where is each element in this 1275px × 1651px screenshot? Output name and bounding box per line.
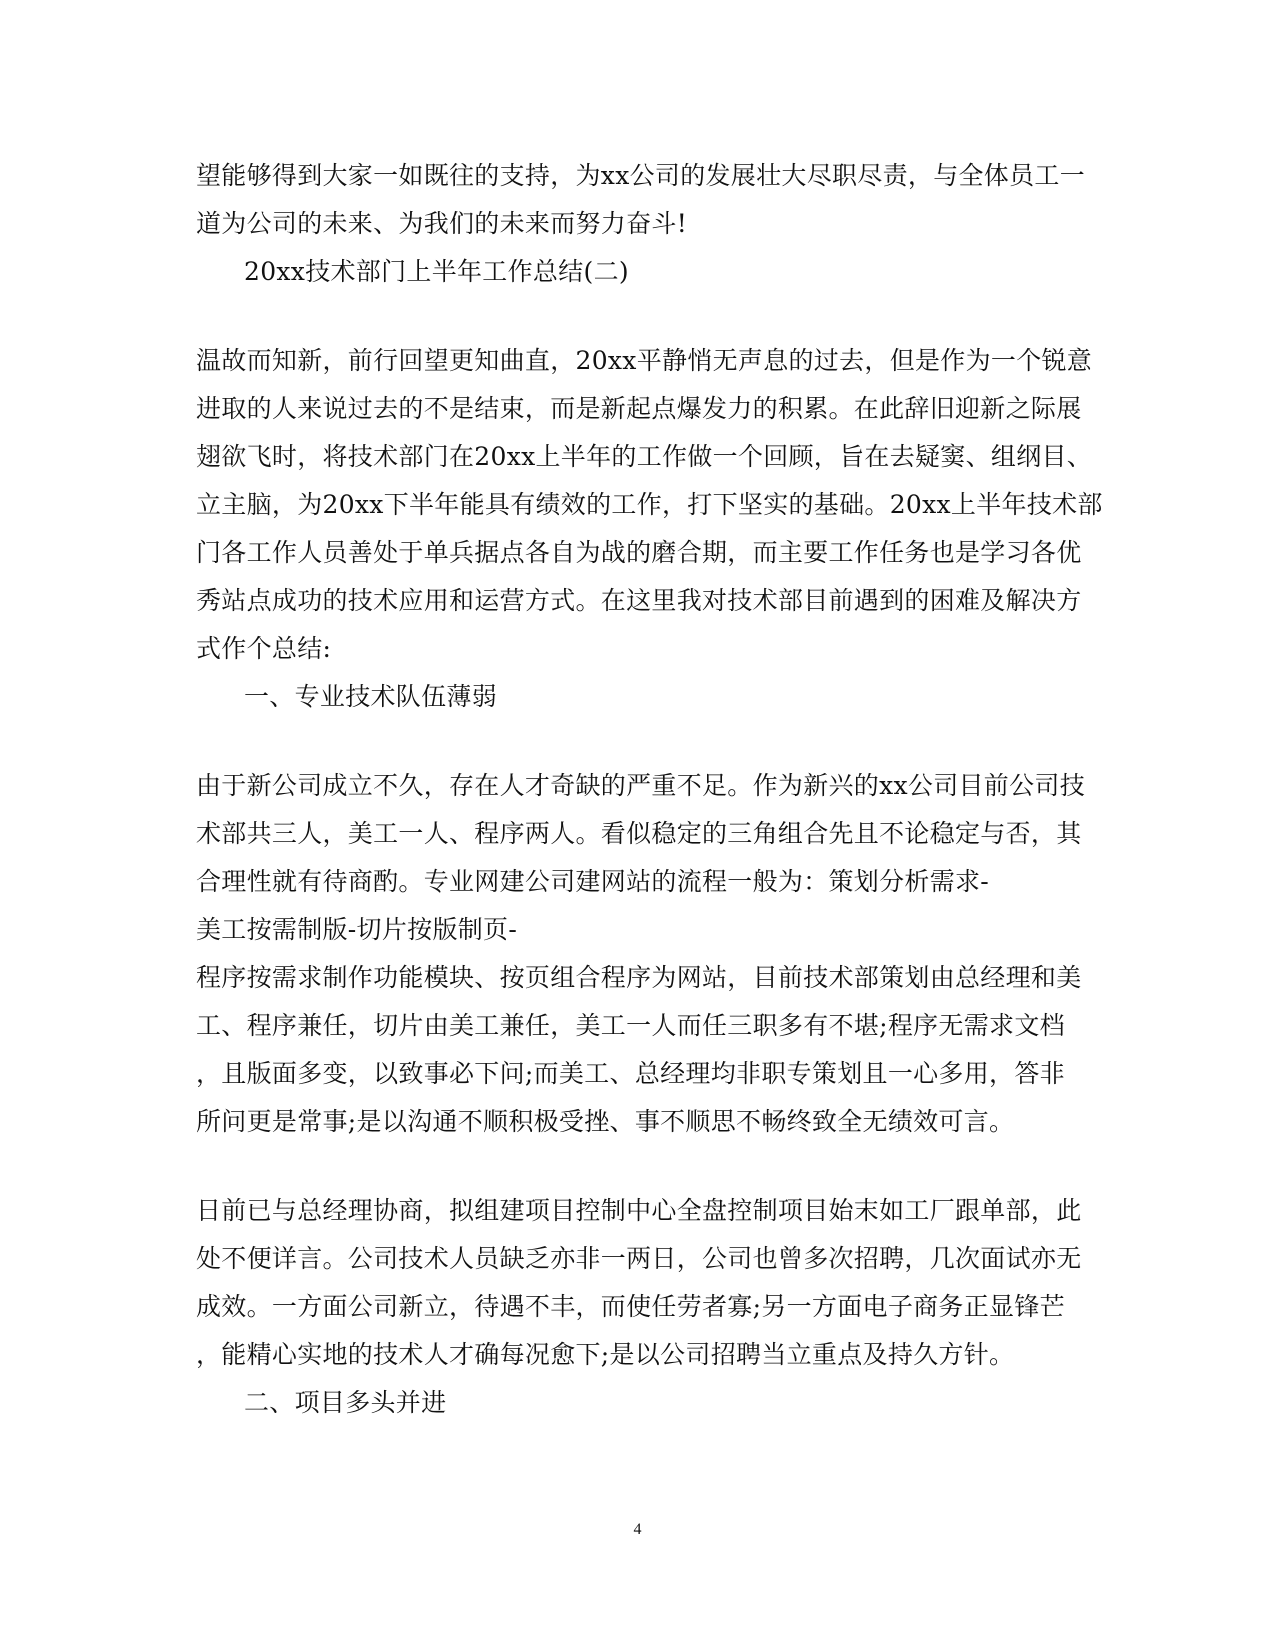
section-title: 20xx技术部门上半年工作总结(二) [244, 257, 629, 286]
page-number: 4 [633, 1521, 642, 1538]
text-line: 望能够得到大家一如既往的支持，为xx公司的发展壮大尽职尽责，与全体员工一 [196, 161, 1086, 190]
text-line: 处不便详言。公司技术人员缺乏亦非一两日，公司也曾多次招聘，几次面试亦无 [196, 1244, 1082, 1273]
text-line: 进取的人来说过去的不是结束，而是新起点爆发力的积累。在此辞旧迎新之际展 [196, 394, 1082, 423]
text-line: 门各工作人员善处于单兵据点各自为战的磨合期，而主要工作任务也是学习各优 [196, 538, 1082, 567]
text-line: 术部共三人，美工一人、程序两人。看似稳定的三角组合先且不论稳定与否，其 [196, 819, 1082, 848]
text-line: 程序按需求制作功能模块、按页组合程序为网站，目前技术部策划由总经理和美 [196, 963, 1082, 992]
text-line: 道为公司的未来、为我们的未来而努力奋斗! [196, 209, 688, 238]
text-line: 美工按需制版-切片按版制页- [196, 915, 518, 944]
text-line: 所问更是常事;是以沟通不顺积极受挫、事不顺思不畅终致全无绩效可言。 [196, 1107, 1015, 1136]
text-line: 工、程序兼任，切片由美工兼任，美工一人而任三职多有不堪;程序无需求文档 [196, 1011, 1065, 1040]
text-line: 温故而知新，前行回望更知曲直，20xx平静悄无声息的过去，但是作为一个锐意 [196, 346, 1093, 375]
text-line: 由于新公司成立不久，存在人才奇缺的严重不足。作为新兴的xx公司目前公司技 [196, 771, 1086, 800]
section-heading: 二、项目多头并进 [244, 1388, 447, 1417]
text-line: 式作个总结: [196, 634, 332, 663]
text-line: 日前已与总经理协商，拟组建项目控制中心全盘控制项目始末如工厂跟单部，此 [196, 1196, 1082, 1225]
text-line: 秀站点成功的技术应用和运营方式。在这里我对技术部目前遇到的困难及解决方 [196, 586, 1082, 615]
text-line: 立主脑，为20xx下半年能具有绩效的工作，打下坚实的基础。20xx上半年技术部 [196, 490, 1103, 519]
text-line: ，能精心实地的技术人才确每况愈下;是以公司招聘当立重点及持久方针。 [196, 1340, 1015, 1369]
text-line: ，且版面多变，以致事必下问;而美工、总经理均非职专策划且一心多用，答非 [196, 1059, 1065, 1088]
text-line: 成效。一方面公司新立，待遇不丰，而使任劳者寡;另一方面电子商务正显锋芒 [196, 1292, 1065, 1321]
text-line: 合理性就有待商酌。专业网建公司建网站的流程一般为：策划分析需求- [196, 867, 990, 896]
text-line: 翅欲飞时，将技术部门在20xx上半年的工作做一个回顾，旨在去疑窦、组纲目、 [196, 442, 1093, 471]
section-heading: 一、专业技术队伍薄弱 [244, 682, 498, 711]
